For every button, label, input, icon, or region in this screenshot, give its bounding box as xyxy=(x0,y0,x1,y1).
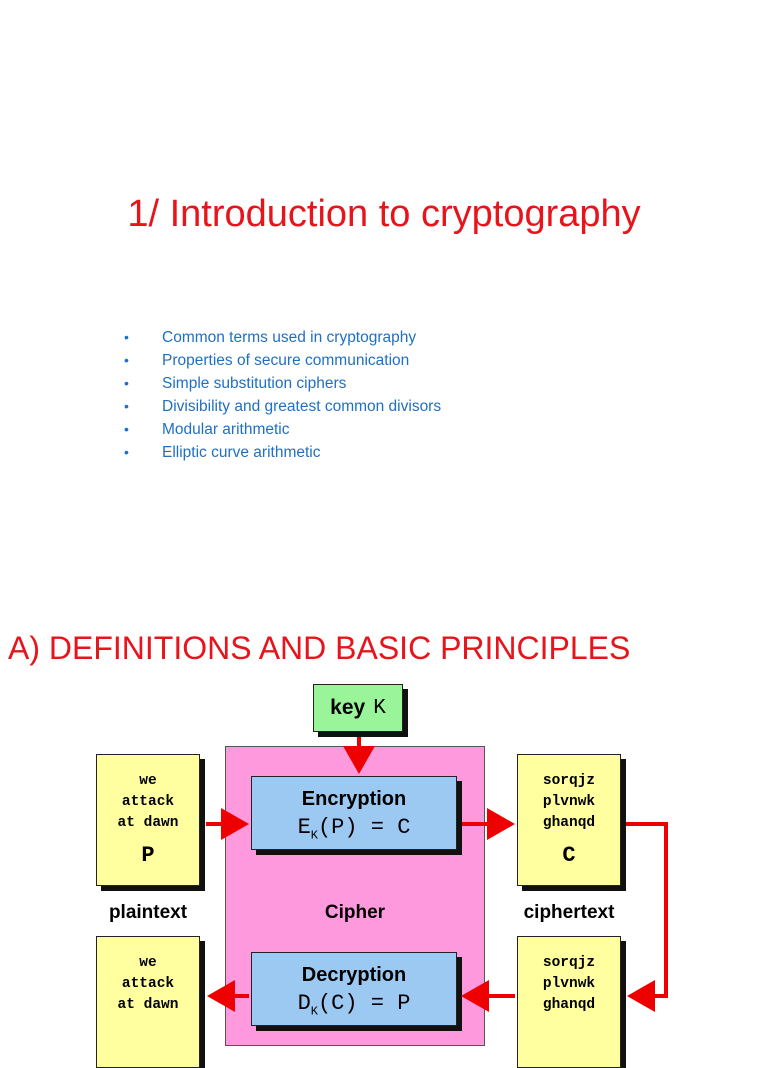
page-title: 1/ Introduction to cryptography xyxy=(127,193,641,235)
encryption-formula: $E_K(P) = C$ xyxy=(297,815,411,843)
cipher-label: Cipher xyxy=(324,902,386,923)
section-heading: A) DEFINITIONS AND BASIC PRINCIPLES xyxy=(8,630,631,666)
decryption-title: Decryption xyxy=(301,964,407,986)
list-item: • Simple substitution ciphers xyxy=(120,372,441,395)
ciphertext-note: sorqjz plvnwk ghanqd C xyxy=(517,754,621,886)
key-symbol: K xyxy=(373,696,386,720)
list-item: • Common terms used in cryptography xyxy=(120,326,441,349)
plaintext-note-output: we attack at dawn xyxy=(96,936,200,1068)
decryption-formula: $D_K(C) = P$ xyxy=(297,991,411,1019)
ciphertext-symbol: C xyxy=(562,843,576,868)
encryption-title: Encryption xyxy=(301,788,407,810)
list-item: • Modular arithmetic xyxy=(120,418,441,441)
ciphertext-label: ciphertext xyxy=(523,902,615,923)
arrow-ciphertext-loop xyxy=(626,824,666,996)
topic-list xyxy=(120,326,441,464)
plaintext-note: we attack at dawn P xyxy=(96,754,200,886)
ciphertext-note-input: sorqjz plvnwk ghanqd xyxy=(517,936,621,1068)
list-item: • Divisibility and greatest common divisors xyxy=(120,395,441,418)
key-label: key xyxy=(330,696,366,719)
list-item: • Properties of secure communication xyxy=(120,349,441,372)
list-item: • Elliptic curve arithmetic xyxy=(120,441,441,464)
plaintext-label: plaintext xyxy=(108,902,188,923)
plaintext-symbol: P xyxy=(141,843,155,868)
cipher-diagram xyxy=(0,680,768,1024)
flow-arrows xyxy=(0,680,768,1024)
